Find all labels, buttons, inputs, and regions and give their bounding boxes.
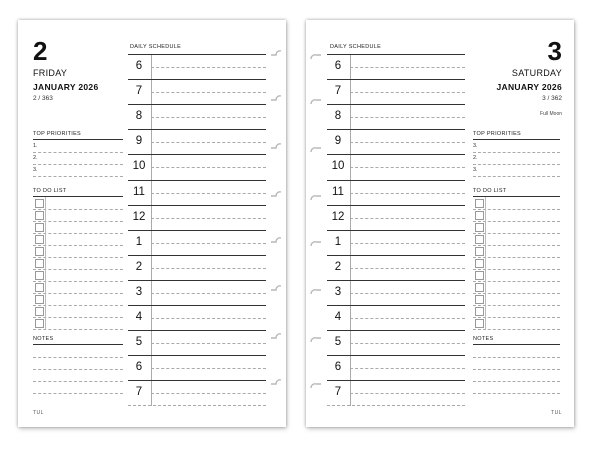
half-hour-line — [350, 92, 465, 93]
hour-row[interactable] — [327, 79, 465, 105]
todo-checkbox[interactable] — [35, 319, 44, 328]
hour-row[interactable] — [128, 104, 266, 130]
hour-label: 12 — [132, 210, 146, 223]
left-planner-page — [18, 20, 286, 427]
todo-checkbox[interactable] — [35, 295, 44, 304]
notes-label: NOTES — [33, 336, 54, 342]
hour-label: 7 — [334, 85, 342, 98]
day-number: 2 — [33, 36, 48, 66]
hour-label: 8 — [135, 110, 143, 123]
hour-row[interactable] — [327, 305, 465, 331]
binder-ring-icon — [308, 378, 322, 390]
hour-row[interactable] — [327, 380, 465, 406]
binder-ring-icon — [308, 284, 322, 296]
hour-label: 2 — [334, 260, 342, 273]
todo-checkbox[interactable] — [35, 307, 44, 316]
half-hour-line — [151, 393, 266, 394]
hour-label: 7 — [135, 386, 143, 399]
binder-ring-icon — [270, 236, 284, 248]
hour-row[interactable] — [327, 129, 465, 155]
half-hour-line — [350, 218, 465, 219]
hour-row[interactable] — [327, 230, 465, 256]
todo-label: TO DO LIST — [33, 188, 67, 194]
half-hour-line — [151, 92, 266, 93]
month-year: JANUARY 2026 — [33, 82, 99, 92]
hour-label: 5 — [135, 336, 143, 349]
hour-row[interactable] — [128, 230, 266, 256]
todo-row[interactable] — [33, 317, 123, 330]
todo-checkbox[interactable] — [475, 283, 484, 292]
half-hour-line — [151, 167, 266, 168]
hour-row[interactable] — [128, 205, 266, 231]
hour-label: 10 — [331, 160, 345, 173]
binder-ring-icon — [308, 236, 322, 248]
notes-label: NOTES — [473, 336, 494, 342]
half-hour-line — [350, 142, 465, 143]
todo-divider — [485, 197, 486, 329]
half-hour-line — [350, 293, 465, 294]
half-hour-line — [151, 368, 266, 369]
todo-checkbox[interactable] — [475, 319, 484, 328]
half-hour-line — [151, 268, 266, 269]
hour-label: 1 — [135, 235, 143, 248]
hour-row[interactable] — [128, 154, 266, 180]
weekday: SATURDAY — [511, 68, 562, 78]
day-of-year: 2 / 363 — [33, 95, 53, 102]
priorities-label: TOP PRIORITIES — [33, 131, 82, 137]
hour-row[interactable] — [128, 380, 266, 406]
todo-divider — [45, 197, 46, 329]
hour-row[interactable] — [128, 54, 266, 80]
hour-row[interactable] — [128, 255, 266, 281]
half-hour-line — [350, 318, 465, 319]
priority-number: 3. — [33, 167, 38, 173]
todo-checkbox[interactable] — [35, 247, 44, 256]
schedule-bottom-line — [327, 405, 465, 406]
hour-row[interactable] — [128, 180, 266, 206]
hour-label: 10 — [132, 160, 146, 173]
half-hour-line — [350, 243, 465, 244]
half-hour-line — [350, 117, 465, 118]
binder-ring-icon — [308, 142, 322, 154]
hour-label: 4 — [135, 311, 143, 323]
hour-row[interactable] — [327, 154, 465, 180]
half-hour-line — [350, 368, 465, 369]
hour-row[interactable] — [327, 280, 465, 306]
hour-label: 7 — [334, 386, 342, 399]
half-hour-line — [350, 268, 465, 269]
hour-row[interactable] — [327, 355, 465, 381]
todo-checkbox[interactable] — [475, 223, 484, 232]
hour-label: 3 — [334, 285, 342, 298]
day-number: 3 — [547, 36, 562, 66]
todo-checkbox[interactable] — [35, 283, 44, 292]
hour-row[interactable] — [327, 180, 465, 206]
note-line[interactable] — [33, 381, 123, 394]
hour-row[interactable] — [128, 355, 266, 381]
half-hour-line — [151, 293, 266, 294]
hour-label: 6 — [135, 361, 143, 374]
half-hour-line — [151, 142, 266, 143]
binder-ring-icon — [308, 332, 322, 344]
moon-phase: Full Moon — [540, 111, 562, 117]
priority-number: 3. — [473, 167, 478, 173]
priority-number: 2. — [473, 155, 478, 161]
weekday: FRIDAY — [33, 68, 68, 78]
half-hour-line — [151, 343, 266, 344]
note-line[interactable] — [473, 381, 560, 394]
hour-label: 9 — [334, 135, 342, 148]
todo-checkbox[interactable] — [475, 199, 484, 208]
hour-row[interactable] — [128, 305, 266, 331]
brand-logo: TUL — [33, 410, 44, 416]
binder-ring-icon — [308, 190, 322, 202]
binder-ring-icon — [308, 49, 322, 61]
schedule-label: DAILY SCHEDULE — [330, 44, 382, 50]
half-hour-line — [350, 193, 465, 194]
todo-checkbox[interactable] — [475, 247, 484, 256]
todo-checkbox[interactable] — [35, 223, 44, 232]
half-hour-line — [151, 218, 266, 219]
todo-label: TO DO LIST — [473, 188, 507, 194]
priorities-label: TOP PRIORITIES — [473, 131, 522, 137]
hour-label: 12 — [331, 210, 345, 223]
month-year: JANUARY 2026 — [496, 82, 562, 92]
binder-ring-icon — [270, 332, 284, 344]
hour-row[interactable] — [128, 330, 266, 356]
hour-label: 1 — [334, 235, 342, 248]
binder-ring-icon — [270, 49, 284, 61]
priority-row — [473, 164, 560, 177]
todo-row[interactable] — [473, 317, 560, 330]
hour-label: 8 — [334, 110, 342, 123]
half-hour-line — [350, 343, 465, 344]
priority-number: 1. — [33, 143, 38, 149]
binder-ring-icon — [308, 94, 322, 106]
todo-checkbox[interactable] — [475, 307, 484, 316]
binder-ring-icon — [270, 94, 284, 106]
hour-label: 2 — [135, 260, 143, 273]
todo-checkbox[interactable] — [35, 271, 44, 280]
todo-checkbox[interactable] — [475, 271, 484, 280]
hour-row[interactable] — [128, 79, 266, 105]
right-planner-page — [306, 20, 574, 427]
priority-number: 3. — [473, 143, 478, 149]
hour-row[interactable] — [327, 330, 465, 356]
todo-checkbox[interactable] — [475, 211, 484, 220]
half-hour-line — [151, 117, 266, 118]
day-of-year: 3 / 362 — [542, 95, 562, 102]
half-hour-line — [151, 193, 266, 194]
half-hour-line — [350, 393, 465, 394]
binder-ring-icon — [270, 190, 284, 202]
hour-row[interactable] — [327, 205, 465, 231]
hour-label: 4 — [334, 311, 342, 323]
half-hour-line — [151, 67, 266, 68]
todo-checkbox[interactable] — [35, 235, 44, 244]
half-hour-line — [151, 243, 266, 244]
half-hour-line — [350, 167, 465, 168]
schedule-label: DAILY SCHEDULE — [130, 44, 182, 50]
schedule-bottom-line — [128, 405, 266, 406]
priority-number: 2. — [33, 155, 38, 161]
brand-logo: TUL — [551, 410, 562, 416]
half-hour-line — [151, 318, 266, 319]
hour-row[interactable] — [128, 129, 266, 155]
hour-label: 6 — [334, 60, 342, 72]
half-hour-line — [350, 67, 465, 68]
todo-checkbox[interactable] — [35, 211, 44, 220]
binder-ring-icon — [270, 142, 284, 154]
todo-checkbox[interactable] — [35, 259, 44, 268]
todo-checkbox[interactable] — [475, 235, 484, 244]
hour-row[interactable] — [327, 255, 465, 281]
todo-checkbox[interactable] — [475, 259, 484, 268]
hour-label: 9 — [135, 135, 143, 148]
binder-ring-icon — [270, 284, 284, 296]
hour-label: 6 — [334, 361, 342, 374]
priority-row — [33, 164, 123, 177]
todo-checkbox[interactable] — [475, 295, 484, 304]
hour-label: 11 — [332, 185, 344, 198]
todo-checkbox[interactable] — [35, 199, 44, 208]
hour-label: 6 — [135, 60, 143, 72]
hour-label: 7 — [135, 85, 143, 98]
binder-ring-icon — [270, 378, 284, 390]
hour-row[interactable] — [128, 280, 266, 306]
hour-label: 11 — [133, 185, 145, 198]
hour-row[interactable] — [327, 54, 465, 80]
hour-row[interactable] — [327, 104, 465, 130]
hour-label: 3 — [135, 285, 143, 298]
hour-label: 5 — [334, 336, 342, 349]
